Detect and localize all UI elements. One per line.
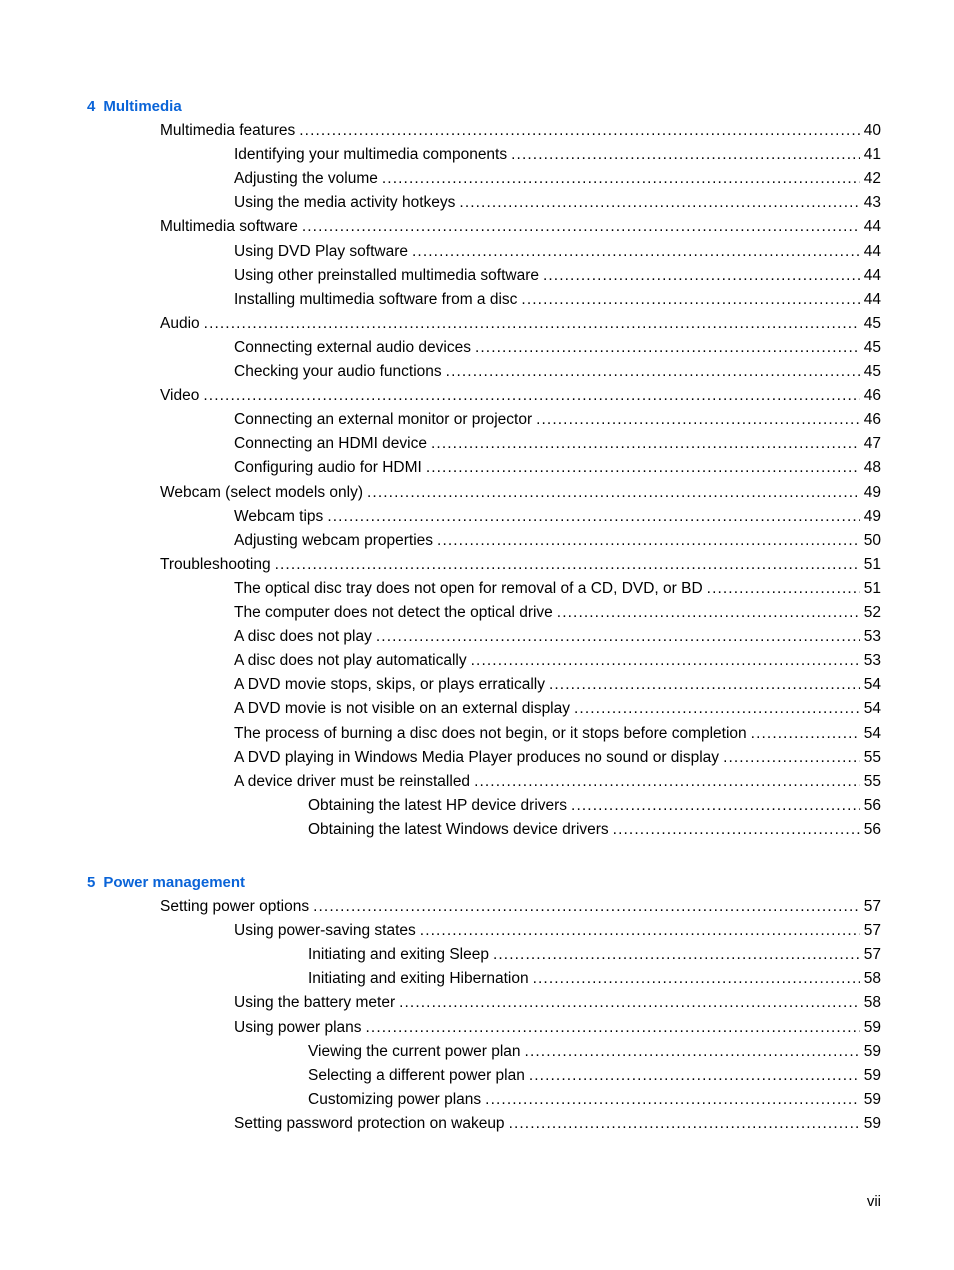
dot-leader	[302, 217, 860, 237]
toc-entry-label: Using the media activity hotkeys	[234, 194, 456, 212]
toc-entry-page: 51	[863, 579, 881, 597]
toc-entry-page: 54	[863, 676, 881, 694]
toc-entry-label: A DVD playing in Windows Media Player produces no sound or display	[234, 748, 720, 766]
dot-leader	[536, 410, 860, 430]
dot-leader	[459, 193, 859, 213]
toc-entry[interactable]	[234, 458, 881, 478]
toc-entry[interactable]	[234, 1018, 881, 1038]
chapter-title: Power management	[103, 874, 246, 891]
dot-leader	[366, 1018, 860, 1038]
toc-entry-label: Multimedia features	[160, 122, 296, 139]
toc-entry[interactable]	[234, 290, 881, 310]
toc-entry-label: Connecting an HDMI device	[234, 435, 427, 453]
toc-entry[interactable]	[234, 507, 881, 527]
toc-entry-page: 49	[863, 483, 881, 501]
dot-leader	[299, 121, 859, 141]
dot-leader	[613, 820, 860, 840]
dot-leader	[493, 945, 860, 965]
toc-entry-label: Troubleshooting	[160, 555, 271, 573]
toc-entry-page: 44	[863, 266, 881, 284]
toc-entry-label: Using the battery meter	[234, 994, 396, 1012]
toc-entry-page: 57	[863, 898, 881, 915]
toc-entry-label: Using power plans	[234, 1018, 362, 1036]
toc-entry-label: Checking your audio functions	[234, 363, 442, 380]
dot-leader	[327, 507, 859, 527]
dot-leader	[203, 386, 859, 406]
dot-leader	[511, 145, 860, 165]
toc-entry[interactable]	[308, 1090, 881, 1110]
dot-leader	[574, 699, 860, 719]
toc-entry[interactable]	[308, 1042, 881, 1062]
toc-entry-label: Webcam (select models only)	[160, 483, 364, 501]
toc-entry-page: 41	[863, 146, 881, 164]
dot-leader	[521, 290, 859, 310]
toc-entry[interactable]	[234, 169, 881, 189]
toc-entry[interactable]	[160, 555, 881, 575]
toc-entry-page: 58	[863, 994, 881, 1012]
dot-leader	[533, 969, 860, 989]
toc-entry[interactable]	[160, 897, 881, 917]
toc-entry-label: Audio	[160, 314, 200, 332]
dot-leader	[475, 338, 860, 358]
chapter-heading[interactable]	[87, 98, 182, 115]
toc-entry[interactable]	[308, 1066, 881, 1086]
toc-entry[interactable]	[234, 699, 881, 719]
toc-entry[interactable]	[308, 820, 881, 840]
toc-entry[interactable]	[234, 193, 881, 213]
toc-entry[interactable]	[234, 921, 881, 941]
toc-entry-label: A disc does not play automatically	[234, 652, 467, 670]
toc-entry-label: Connecting an external monitor or projector	[234, 411, 533, 429]
chapter-number: 5	[87, 874, 96, 891]
toc-entry-page: 59	[863, 1042, 881, 1060]
toc-entry-label: Viewing the current power plan	[308, 1042, 521, 1060]
toc-entry[interactable]	[234, 1114, 881, 1134]
toc-entry-page: 43	[863, 194, 881, 212]
dot-leader	[313, 897, 860, 917]
dot-leader	[446, 362, 860, 382]
dot-leader	[399, 993, 860, 1013]
toc-entry-page: 45	[863, 314, 881, 332]
toc-entry-page: 55	[863, 748, 881, 766]
toc-entry-label: Obtaining the latest Windows device drivers	[308, 820, 609, 838]
toc-entry-page: 53	[863, 652, 881, 670]
toc-entry[interactable]	[160, 217, 881, 237]
toc-entry[interactable]	[308, 969, 881, 989]
chapter-heading[interactable]	[87, 874, 245, 891]
toc-entry-page: 40	[863, 122, 881, 139]
toc-entry[interactable]	[234, 748, 881, 768]
dot-leader	[412, 242, 860, 262]
dot-leader	[529, 1066, 860, 1086]
toc-entry[interactable]	[234, 724, 881, 744]
toc-entry-page: 44	[863, 242, 881, 260]
toc-entry-page: 58	[863, 970, 881, 988]
toc-entry-label: The optical disc tray does not open for removal of a CD, DVD, or BD	[234, 579, 703, 597]
toc-entry-page: 55	[863, 772, 881, 790]
toc-entry-page: 44	[863, 290, 881, 308]
dot-leader	[204, 314, 860, 334]
dot-leader	[751, 724, 860, 744]
dot-leader	[509, 1114, 860, 1134]
toc-entry[interactable]	[234, 993, 881, 1013]
toc-entry-label: Video	[160, 387, 200, 405]
toc-entry-label: Configuring audio for HDMI	[234, 459, 422, 477]
dot-leader	[549, 675, 860, 695]
toc-entry[interactable]	[234, 651, 881, 671]
toc-entry-page: 59	[863, 1114, 881, 1132]
toc-entry[interactable]	[160, 483, 881, 503]
dot-leader	[543, 266, 860, 286]
toc-entry-page: 44	[863, 218, 881, 236]
toc-entry-label: A DVD movie stops, skips, or plays erratically	[234, 676, 545, 694]
toc-entry-label: Using other preinstalled multimedia software	[234, 266, 539, 284]
toc-entry[interactable]	[160, 314, 881, 334]
toc-entry-label: The computer does not detect the optical drive	[234, 604, 553, 621]
toc-entry-label: Webcam tips	[234, 507, 324, 525]
toc-entry-page: 42	[863, 170, 881, 188]
toc-entry[interactable]	[234, 145, 881, 165]
toc-entry-label: Setting power options	[160, 898, 310, 915]
toc-entry-page: 56	[863, 796, 881, 814]
dot-leader	[367, 483, 860, 503]
toc-entry[interactable]	[234, 627, 881, 647]
dot-leader	[437, 531, 860, 551]
toc-entry-page: 45	[863, 363, 881, 380]
toc-entry-label: Initiating and exiting Hibernation	[308, 970, 529, 988]
toc-entry-page: 50	[863, 531, 881, 549]
toc-entry[interactable]	[160, 121, 881, 141]
toc-entry-label: Identifying your multimedia components	[234, 146, 508, 164]
toc-entry-page: 53	[863, 628, 881, 646]
dot-leader	[376, 627, 860, 647]
toc-entry-label: Using DVD Play software	[234, 242, 409, 260]
toc-entry[interactable]	[160, 386, 881, 406]
page-number: vii	[866, 1193, 881, 1210]
toc-entry[interactable]	[234, 266, 881, 286]
dot-leader	[420, 921, 860, 941]
toc-entry[interactable]	[234, 772, 881, 792]
dot-leader	[426, 458, 860, 478]
dot-leader	[557, 603, 860, 623]
dot-leader	[525, 1042, 860, 1062]
dot-leader	[382, 169, 860, 189]
toc-entry-label: A disc does not play	[234, 628, 372, 646]
toc-entry-page: 54	[863, 724, 881, 742]
dot-leader	[485, 1090, 860, 1110]
toc-entry-label: A DVD movie is not visible on an external display	[234, 700, 570, 718]
toc-entry-page: 54	[863, 700, 881, 718]
dot-leader	[431, 434, 860, 454]
toc-entry[interactable]	[234, 531, 881, 551]
toc-entry-label: Obtaining the latest HP device drivers	[308, 796, 568, 814]
toc-entry-page: 46	[863, 387, 881, 405]
toc-entry-page: 59	[863, 1018, 881, 1036]
toc-entry-page: 56	[863, 820, 881, 838]
toc-entry[interactable]	[308, 796, 881, 816]
toc-entry-page: 51	[863, 555, 881, 573]
toc-entry-label: A device driver must be reinstalled	[234, 772, 471, 790]
toc-entry-label: Using power-saving states	[234, 922, 416, 940]
toc-entry[interactable]	[234, 675, 881, 695]
toc-entry-label: Installing multimedia software from a disc	[234, 290, 518, 308]
toc-entry-page: 52	[863, 604, 881, 621]
toc-entry-label: Connecting external audio devices	[234, 338, 471, 356]
toc-entry[interactable]	[234, 579, 881, 599]
toc-entry-page: 59	[863, 1090, 881, 1108]
toc-entry-label: Selecting a different power plan	[308, 1066, 525, 1084]
dot-leader	[723, 748, 860, 768]
toc-entry-page: 45	[863, 338, 881, 356]
toc-entry[interactable]	[234, 434, 881, 454]
toc-entry-label: Customizing power plans	[308, 1090, 482, 1108]
dot-leader	[471, 651, 860, 671]
toc-entry[interactable]	[234, 242, 881, 262]
toc-entry-page: 49	[863, 507, 881, 525]
toc-entry-page: 47	[863, 435, 881, 453]
toc-entry-label: Adjusting the volume	[234, 170, 378, 188]
toc-entry-page: 46	[863, 411, 881, 429]
toc-entry[interactable]	[308, 945, 881, 965]
dot-leader	[275, 555, 860, 575]
chapter-number: 4	[87, 98, 96, 115]
toc-entry-label: Setting password protection on wakeup	[234, 1114, 505, 1132]
toc-entry[interactable]	[234, 338, 881, 358]
toc-entry-page: 48	[863, 459, 881, 477]
toc-entry-label: The process of burning a disc does not begin, or it stops before completion	[234, 724, 747, 742]
dot-leader	[474, 772, 860, 792]
toc-entry[interactable]	[234, 603, 881, 623]
toc-entry[interactable]	[234, 362, 881, 382]
toc-entry[interactable]	[234, 410, 881, 430]
toc-entry-label: Adjusting webcam properties	[234, 531, 434, 549]
toc-entry-page: 57	[863, 922, 881, 940]
chapter-title: Multimedia	[103, 98, 182, 115]
toc-entry-label: Multimedia software	[160, 218, 298, 236]
toc-entry-page: 59	[863, 1066, 881, 1084]
dot-leader	[571, 796, 860, 816]
dot-leader	[707, 579, 860, 599]
toc-entry-page: 57	[863, 946, 881, 964]
toc-entry-label: Initiating and exiting Sleep	[308, 946, 489, 964]
